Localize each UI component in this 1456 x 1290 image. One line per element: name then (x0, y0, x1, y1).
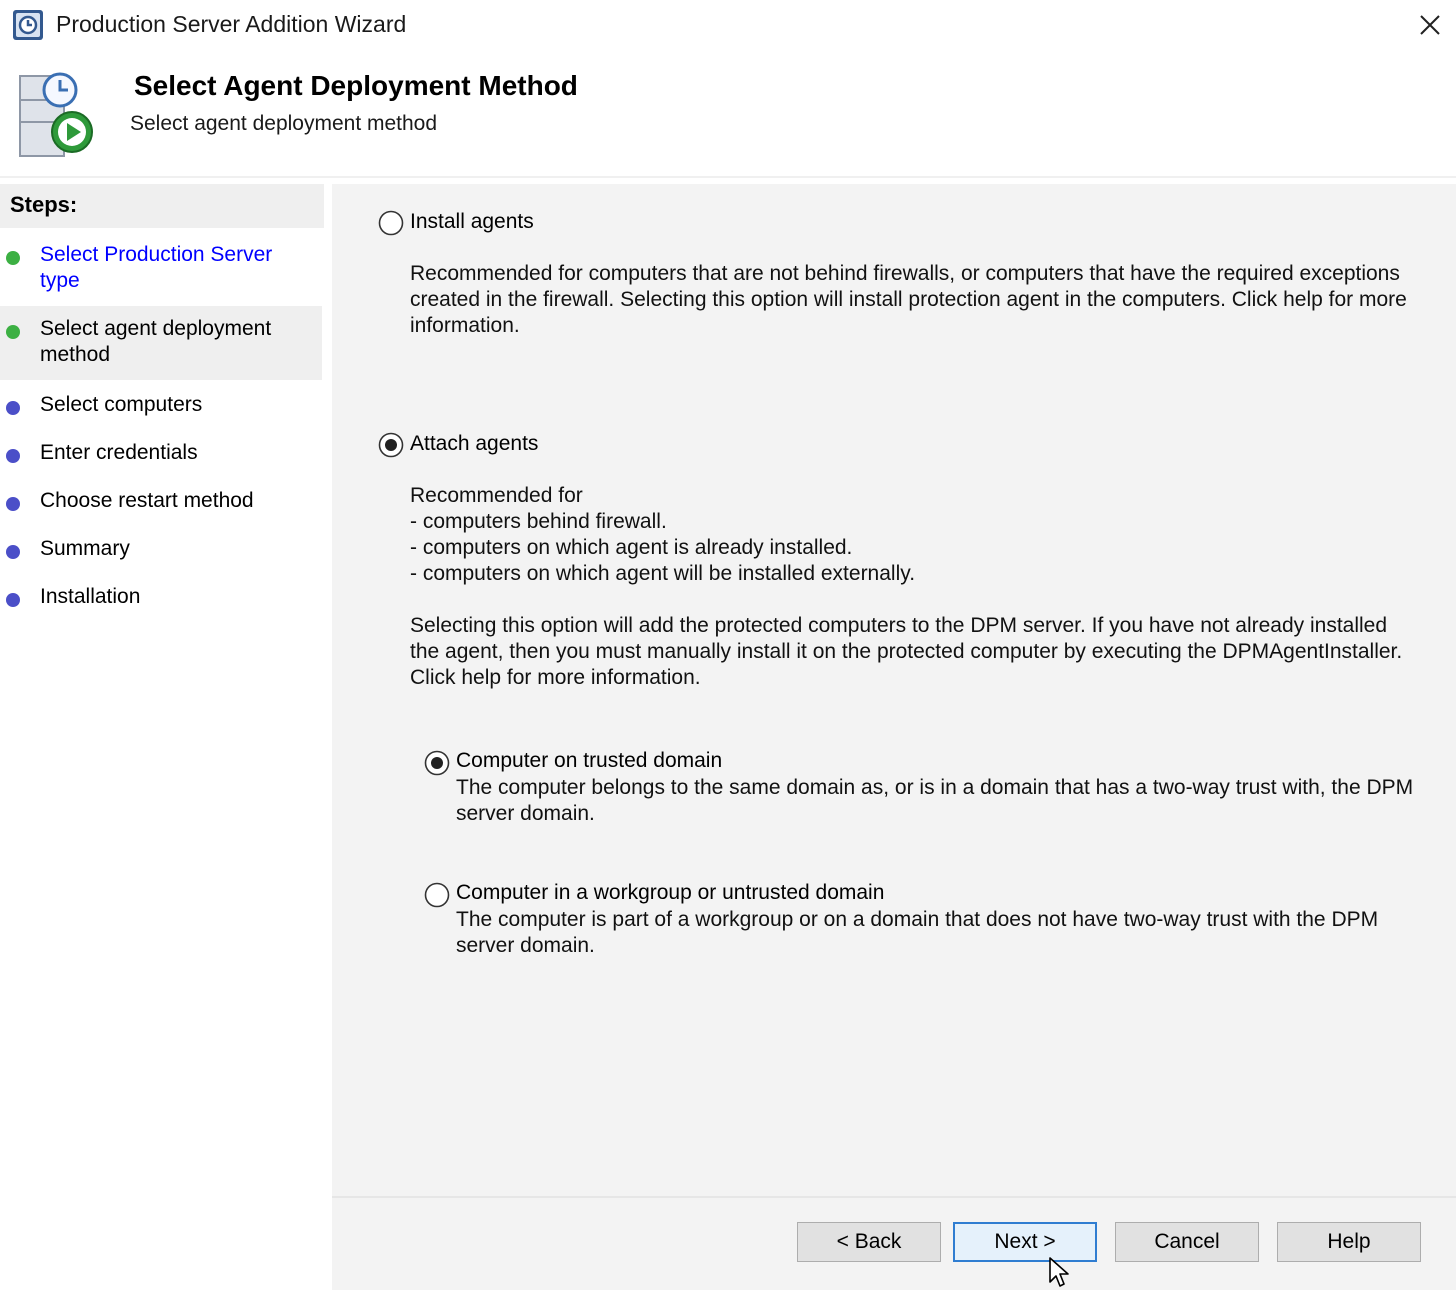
page-title: Select Agent Deployment Method (134, 70, 578, 101)
trusted-domain-radio[interactable] (424, 750, 450, 776)
step-select-computers (0, 392, 322, 422)
attach-desc-line: - computers on which agent will be installed externally. (410, 562, 916, 585)
step-enter-credentials (0, 440, 322, 470)
server-play-icon (16, 70, 100, 162)
back-button[interactable]: < Back (797, 1222, 941, 1262)
step-label: Summary (40, 537, 130, 560)
step-pending-dot-icon (6, 593, 20, 607)
wizard-app-icon (12, 9, 44, 41)
step-label: Enter credentials (40, 441, 198, 464)
step-select-production-server-type[interactable] (0, 242, 322, 302)
step-complete-dot-icon (6, 251, 20, 265)
title-bar (0, 0, 1456, 52)
attach-agents-radio[interactable] (378, 432, 404, 458)
help-button[interactable]: Help (1277, 1222, 1421, 1262)
step-pending-dot-icon (6, 401, 20, 415)
step-pending-dot-icon (6, 449, 20, 463)
window-title: Production Server Addition Wizard (56, 11, 407, 37)
attach-desc-line: - computers behind firewall. (410, 510, 667, 533)
steps-title: Steps: (0, 184, 324, 228)
step-label: Installation (40, 585, 141, 608)
step-label: Select Production Server type (40, 243, 273, 292)
step-label: Choose restart method (40, 489, 254, 512)
step-label: Select computers (40, 393, 203, 416)
mouse-pointer-icon (1048, 1256, 1076, 1288)
attach-desc-line: Recommended for (410, 484, 583, 507)
next-button[interactable]: Next > (953, 1222, 1097, 1262)
step-summary (0, 536, 322, 566)
step-choose-restart-method (0, 488, 322, 518)
step-current-dot-icon (6, 325, 20, 339)
cancel-button[interactable]: Cancel (1115, 1222, 1259, 1262)
main-panel (332, 184, 1456, 1196)
install-agents-radio[interactable] (378, 210, 404, 236)
step-select-agent-deployment-method (0, 306, 322, 380)
attach-desc-line: - computers on which agent is already installed. (410, 536, 853, 559)
steps-panel (0, 184, 326, 1288)
workgroup-domain-description: The computer is part of a workgroup or on a domain that does not have two-way trust with the DPM server domain. (456, 908, 1379, 957)
trusted-domain-label[interactable]: Computer on trusted domain (456, 749, 723, 772)
step-pending-dot-icon (6, 497, 20, 511)
install-agents-label[interactable]: Install agents (410, 210, 534, 233)
trusted-domain-description: The computer belongs to the same domain as, or is in a domain that has a two-way trust with, the DPM server domain. (456, 776, 1414, 825)
workgroup-domain-radio[interactable] (424, 882, 450, 908)
attach-agents-description (410, 483, 1420, 587)
page-subtitle: Select agent deployment method (130, 112, 438, 135)
step-pending-dot-icon (6, 545, 20, 559)
step-label: Select agent deployment method (40, 317, 272, 366)
install-agents-description: Recommended for computers that are not behind firewalls, or computers that have the required exceptions created in the firewall. Selecting this option will install protection agent in the computers. Click help for more information. (410, 262, 1407, 337)
attach-agents-label[interactable]: Attach agents (410, 432, 539, 455)
attach-agents-description-2: Selecting this option will add the protected computers to the DPM server. If you have not already installed the agent, then you must manually install it on the protected computer by executing the DPMAgentInstaller. Click help for more information. (410, 614, 1403, 689)
wizard-header (0, 52, 1456, 178)
close-icon[interactable] (1408, 6, 1452, 46)
workgroup-domain-label[interactable]: Computer in a workgroup or untrusted domain (456, 881, 885, 904)
step-installation (0, 584, 322, 614)
